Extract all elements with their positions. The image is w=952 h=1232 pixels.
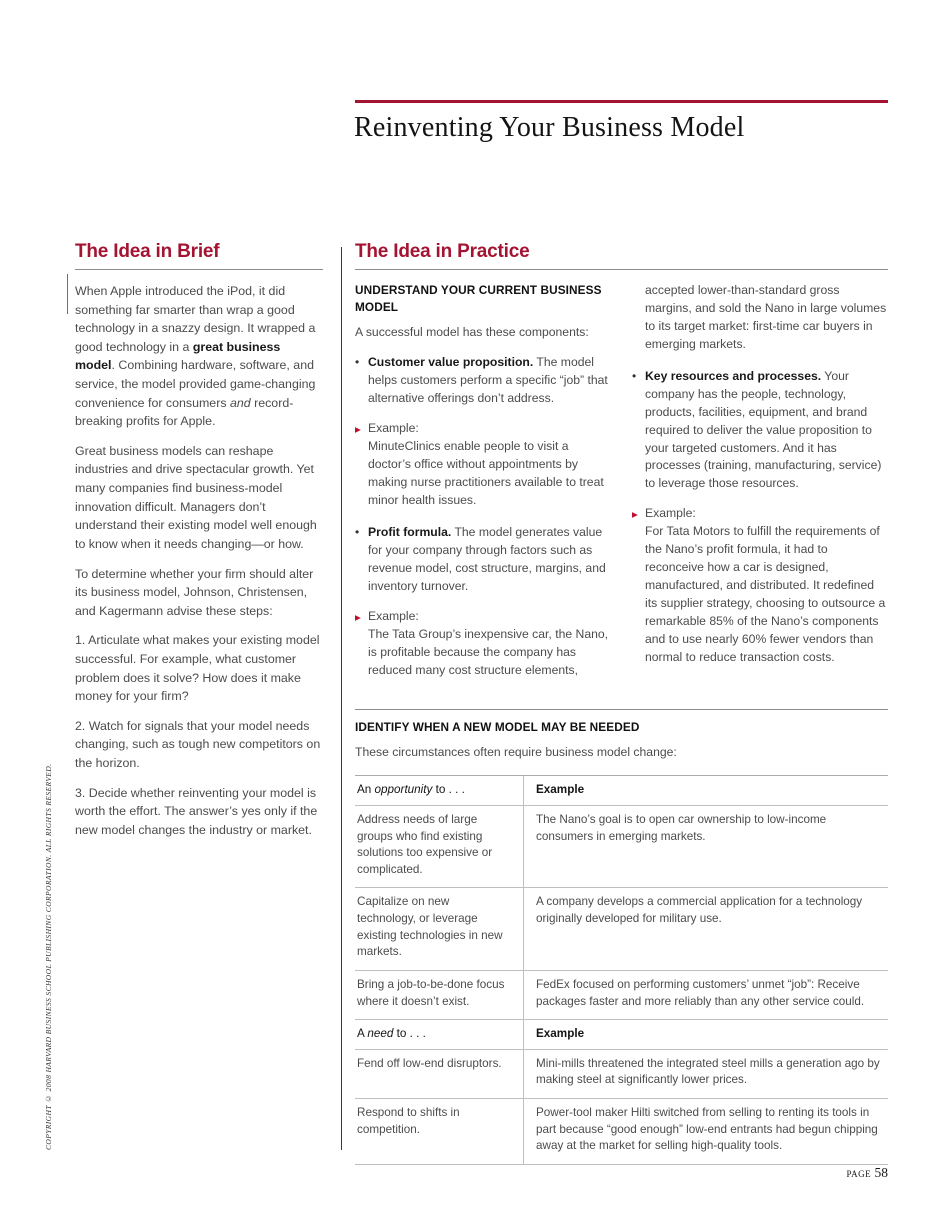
text-segment: Address needs of large groups who find existing solutions too expensive or complicated.: [357, 813, 493, 876]
text-segment: Bring a job-to-be-done focus where it doesn’t exist.: [357, 977, 505, 1008]
table-cell-condition: [355, 971, 523, 1019]
table-row: [355, 888, 888, 970]
text-segment: 1. Articulate what makes your existing model successful. For example, what customer problem does it solve? How does it make money for your firm?: [75, 633, 320, 704]
text-segment: Key resources and processes.: [645, 368, 822, 383]
idea-in-practice-heading: The Idea in Practice: [355, 241, 888, 270]
example-text: For Tata Motors to fulfill the requirements of the Nano’s profit formula, it had to reconceive how a car is designed, manufactured, and distributed. It redefined its supplier strategy, choosing to outsource a remarkable 85% of the Nano’s components and to use nearly 60% fewer vendors than normal to reduce transaction costs.: [645, 524, 886, 664]
bullet-item: [355, 524, 610, 596]
table-header-row: [355, 1020, 888, 1050]
brief-paragraph: [75, 442, 323, 554]
text-segment: to . . .: [432, 783, 465, 797]
table-cell-example: Power-tool maker Hilti switched from selling to renting its tools in part because “good enough” low-end entrants had begun chipping away at the market for selling high-quality tools.: [523, 1099, 888, 1164]
text-segment: The model helps customers perform a specific “job” that alternative offerings don’t address.: [368, 354, 608, 405]
table-cell-example: FedEx focused on performing customers’ unmet “job”: Receive packages faster and more reliably than any other service could.: [523, 971, 888, 1019]
text-segment: Fend off low-end disruptors.: [357, 1056, 502, 1070]
text-segment: Your company has the people, technology, products, facilities, equipment, and brand required to deliver the value proposition to your targeted customers. And it has processes (training, manufacturing, service) to leverage those resources.: [645, 368, 882, 491]
continued-paragraph: [645, 282, 887, 354]
practice-column-1: [355, 282, 610, 695]
table-row: [355, 806, 888, 888]
text-segment: 2. Watch for signals that your model needs changing, such as tough new competitors on the horizon.: [75, 718, 321, 771]
text-segment: Customer value proposition.: [368, 354, 534, 369]
example-body: [645, 505, 887, 666]
text-segment: to . . .: [393, 1027, 426, 1041]
example-label: Example:: [645, 506, 696, 521]
brief-paragraph: [75, 282, 323, 431]
text-segment: record-breaking profits for Apple.: [75, 395, 294, 429]
table-row: [355, 1099, 888, 1165]
footer-page-label: page: [846, 1165, 872, 1180]
practice-two-columns: [355, 282, 888, 695]
text-segment: opportunity: [374, 783, 433, 797]
text-segment: accepted lower-than-standard gross margins, and sold the Nano in large volumes to its target market: first-time car buyers in emerging markets.: [645, 283, 887, 351]
text-segment: Great business models can reshape industries and drive spectacular growth. Yet many companies find business-model innovation difficult. Managers don’t understand their existing model well enough to know when it needs changing—or how.: [75, 443, 317, 551]
table-cell-condition: [355, 888, 523, 969]
bullet-icon: •: [355, 354, 360, 369]
table-header-row: [355, 776, 888, 806]
text-segment: When Apple introduced the iPod, it did something far smarter than wrap a good technology in a snazzy design. It wrapped a good technology in a: [75, 284, 316, 354]
text-segment: Respond to shifts in competition.: [357, 1105, 460, 1136]
table-cell-condition: [355, 806, 523, 887]
brief-paragraph: [75, 717, 323, 773]
bullet-item: [632, 368, 887, 494]
example-body: [368, 420, 610, 510]
page-title: Reinventing Your Business Model: [354, 112, 745, 143]
text-segment: and: [229, 395, 251, 410]
page-footer: [846, 1165, 888, 1181]
title-rule: [355, 100, 888, 103]
table-cell-example: Example: [523, 1020, 888, 1049]
table-row: [355, 1050, 888, 1099]
example-block: [632, 505, 887, 666]
table-cell-condition: [355, 1020, 523, 1049]
bullet-text: [645, 368, 887, 494]
brief-paragraph: [75, 565, 323, 621]
idea-in-brief-section: [75, 241, 323, 850]
text-segment: Capitalize on new technology, or leverage existing technologies in new markets.: [357, 895, 503, 959]
example-label: Example:: [368, 609, 419, 624]
table-cell-example: Example: [523, 776, 888, 805]
text-segment: A: [357, 1027, 368, 1041]
example-block: [355, 608, 610, 680]
model-change-table: [355, 775, 888, 1164]
table-cell-example: Mini-mills threatened the integrated steel mills a generation ago by making steel at significantly lower prices.: [523, 1050, 888, 1098]
brief-paragraphs: [75, 282, 323, 839]
identify-intro: These circumstances often require business model change:: [355, 745, 677, 760]
idea-in-brief-heading: The Idea in Brief: [75, 241, 323, 270]
text-segment: 3. Decide whether reinventing your model is worth the effort. The answer’s yes only if the new model changes the industry or market.: [75, 785, 318, 837]
example-arrow-icon: ▶: [632, 510, 638, 520]
table-row: [355, 971, 888, 1020]
brief-paragraph: [75, 784, 323, 840]
example-arrow-icon: ▶: [355, 613, 361, 623]
example-label: Example:: [368, 420, 419, 435]
bullet-icon: •: [632, 368, 637, 383]
example-arrow-icon: ▶: [355, 424, 361, 434]
identify-section: [355, 709, 888, 1165]
text-segment: . Combining hardware, software, and service, the model provided game-changing convenience for consumers: [75, 358, 316, 410]
table-cell-condition: [355, 1050, 523, 1098]
bullet-item: [355, 354, 610, 408]
bullet-text: [368, 524, 610, 596]
example-block: [355, 420, 610, 510]
bullet-text: [368, 354, 610, 408]
identify-heading: IDENTIFY WHEN A NEW MODEL MAY BE NEEDED: [355, 719, 640, 734]
example-body: [368, 608, 610, 680]
text-segment: Profit formula.: [368, 525, 452, 540]
brief-paragraph-tick-rule: [67, 274, 68, 314]
table-cell-example: A company develops a commercial application for a technology originally developed for military use.: [523, 888, 888, 969]
understand-heading: UNDERSTAND YOUR CURRENT BUSINESS MODEL: [355, 283, 602, 314]
section-intro: [355, 324, 610, 342]
table-cell-example: The Nano’s goal is to open car ownership to low-income consumers in emerging markets.: [523, 806, 888, 887]
bullet-icon: •: [355, 525, 360, 540]
footer-page-number: 58: [874, 1165, 888, 1180]
brief-paragraph: [75, 631, 323, 705]
example-text: The Tata Group’s inexpensive car, the Nano, is profitable because the company has reduced many cost structure elements,: [368, 627, 609, 678]
text-segment: A successful model has these components:: [355, 325, 589, 340]
text-segment: The model generates value for your company through factors such as revenue model, cost structure, margins, and inventory turnover.: [368, 525, 606, 594]
text-segment: great business model: [75, 339, 281, 373]
example-text: MinuteClinics enable people to visit a doctor’s office without appointments by making nurse practitioners available to treat minor health issues.: [368, 438, 604, 507]
column-divider-rule: [341, 247, 342, 1150]
idea-in-practice-section: [355, 241, 888, 1165]
copyright-vertical-text: COPYRIGHT © 2008 HARVARD BUSINESS SCHOOL PUBLISHING CORPORATION. ALL RIGHTS RESERVED.: [44, 763, 53, 1150]
text-segment: An: [357, 783, 375, 797]
table-cell-condition: [355, 1099, 523, 1164]
text-segment: need: [367, 1027, 394, 1041]
text-segment: To determine whether your firm should alter its business model, Johnson, Christensen, and Kagermann advise these steps:: [75, 566, 314, 618]
practice-column-2: [632, 282, 887, 695]
table-cell-condition: [355, 776, 523, 805]
